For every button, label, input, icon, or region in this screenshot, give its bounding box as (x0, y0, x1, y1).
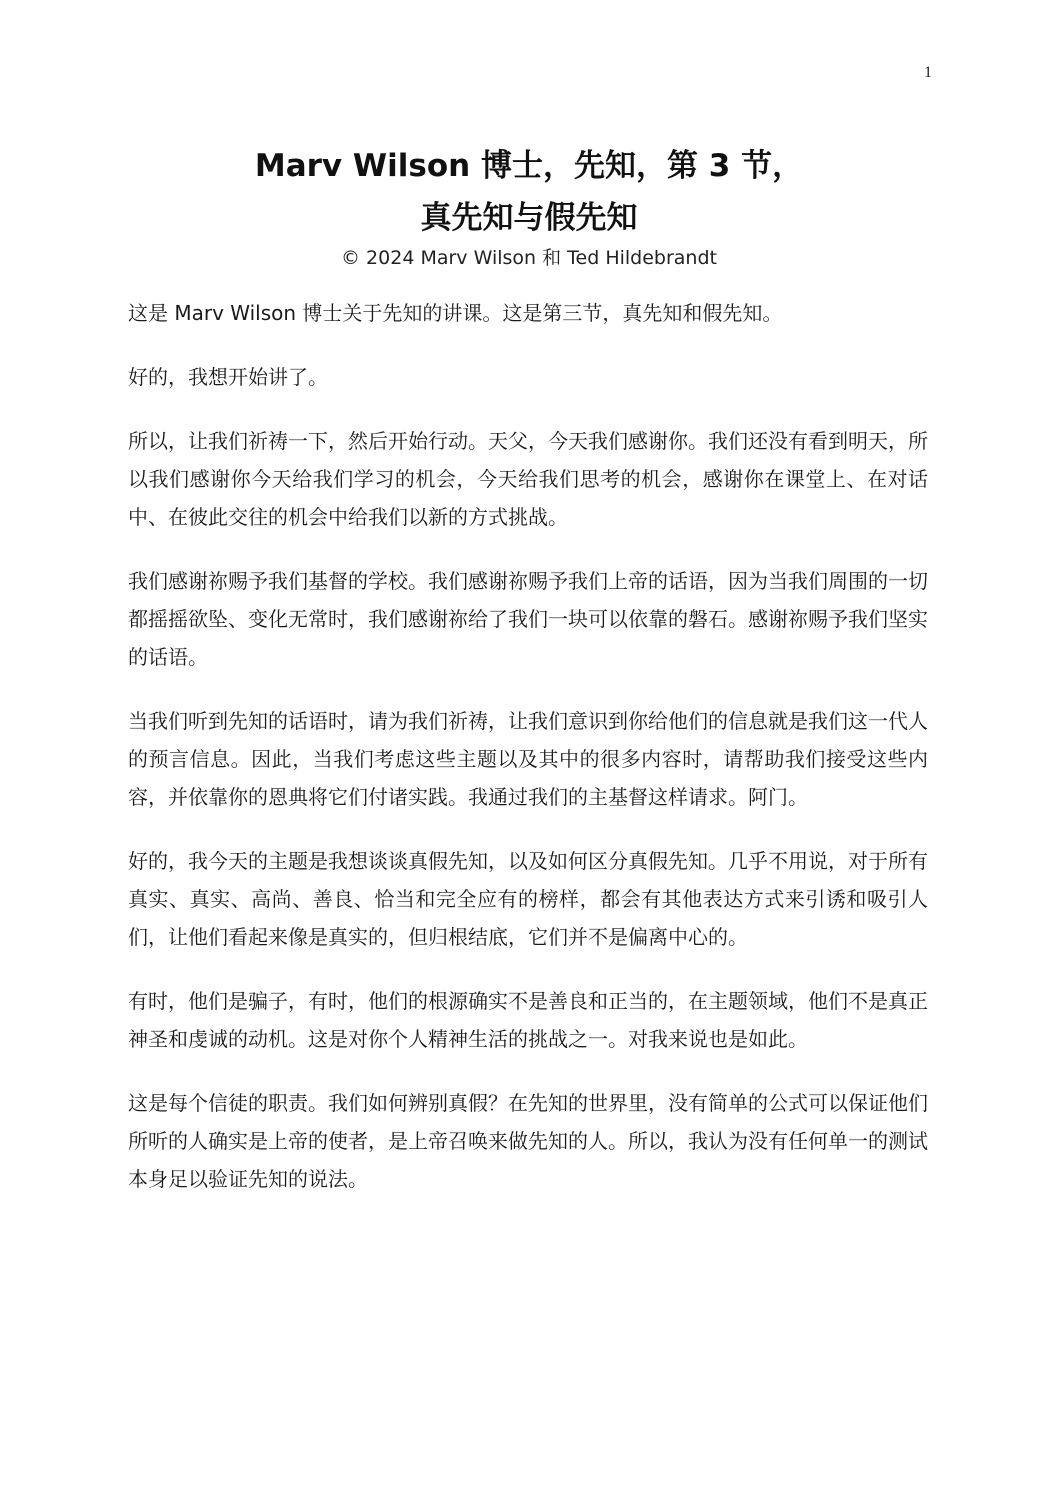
paragraph: 当我们听到先知的话语时，请为我们祈祷，让我们意识到你给他们的信息就是我们这一代人的预言信息。因此，当我们考虑这些主题以及其中的很多内容时，请帮助我们接受这些内容，并依靠你的恩典将它们付诸实践。我通过我们的主基督这样请求。阿门。 (128, 709, 928, 809)
copyright-notice: © 2024 Marv Wilson 和 Ted Hildebrandt (341, 247, 717, 269)
paragraph: 这是每个信徒的职责。我们如何辨别真假？在先知的世界里，没有简单的公式可以保证他们所听的人确实是上帝的使者，是上帝召唤来做先知的人。所以，我认为没有任何单一的测试本身足以验证先知的说法。 (128, 1091, 928, 1191)
paragraph: 有时，他们是骗子，有时，他们的根源确实不是善良和正当的，在主题领域，他们不是真正神圣和虔诚的动机。这是对你个人精神生活的挑战之一。对我来说也是如此。 (128, 989, 928, 1051)
title-block (0, 140, 1058, 272)
paragraph: 这是 Marv Wilson 博士关于先知的讲课。这是第三节，真先知和假先知。 (128, 301, 783, 325)
document-title-line-1: Marv Wilson 博士，先知，第 3 节， (254, 148, 804, 184)
paragraph: 所以，让我们祈祷一下，然后开始行动。天父，今天我们感谢你。我们还没有看到明天，所以我们感谢你今天给我们学习的机会，今天给我们思考的机会，感谢你在课堂上、在对话中、在彼此交往的机会中给我们以新的方式挑战。 (128, 429, 928, 529)
paragraph: 好的，我今天的主题是我想谈谈真假先知，以及如何区分真假先知。几乎不用说，对于所有真实、真实、高尚、善良、恰当和完全应有的榜样，都会有其他表达方式来引诱和吸引人们，让他们看起来像是真实的，但归根结底，它们并不是偏离中心的。 (128, 849, 928, 949)
page-number: 1 (924, 64, 932, 81)
paragraph: 好的，我想开始讲了。 (128, 365, 328, 389)
paragraph: 我们感谢祢赐予我们基督的学校。我们感谢祢赐予我们上帝的话语，因为当我们周围的一切都摇摇欲坠、变化无常时，我们感谢祢给了我们一块可以依靠的磐石。感谢祢赐予我们坚实的话语。 (128, 569, 928, 669)
document-body (128, 294, 928, 1224)
document-title-line-2: 真先知与假先知 (420, 200, 638, 236)
